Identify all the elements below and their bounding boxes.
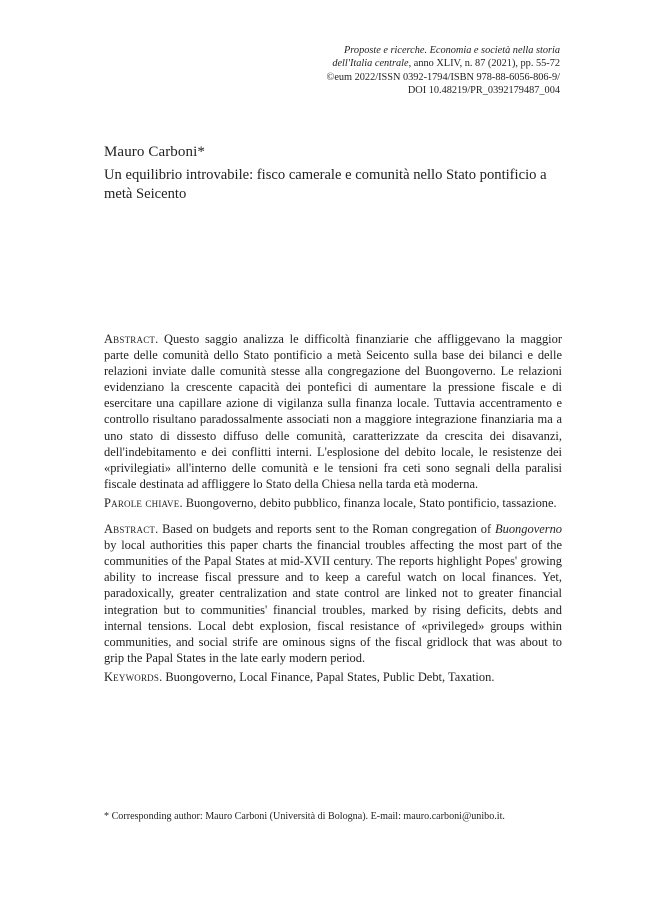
abstract-label: Abstract [104, 332, 156, 346]
abstract-italic-term: Buongoverno [495, 522, 563, 537]
journal-title-italic: dell'Italia centrale [332, 58, 409, 70]
abstract-text: Questo saggio analizza le difficoltà finanziarie che affliggevano la maggior parte delle comunità dello Stato pontificio a metà Seicento sulla base dei bilanci e delle relazioni inviate dalle comunità stesse alla congregazione del Buongoverno. Le relazioni evidenziano la crescente capacità dei pontefici di aumentare la pressione fiscale e di esercitare una capillare azione di vigilanza sulla finanza locale. Tuttavia accentramento e controllo risultano paradossalmente associati non a maggiore integrazione finanziaria ma a uno stato di dissesto diffuso delle comunità, caratterizzate da crescita dei disavanzi, dell'indebitamento e dei conflitti interni. L'esplosione del debito locale, le resistenze dei «privilegiati» all'interno delle comunità e le tensioni fra ceti sono segnali della paralisi fiscale destinata ad affliggere lo Stato della Chiesa nella tarda età moderna. [104, 332, 562, 491]
keywords-text: Buongoverno, Local Finance, Papal States, Public Debt, Taxation. [165, 669, 495, 684]
abstract-italian: Abstract. Questo saggio analizza le difficoltà finanziarie che affliggevano la maggior parte delle comunità dello Stato pontificio a metà Seicento sulla base dei bilanci e delle relazioni inviate dalle comunità stesse alla congregazione del Buongoverno. Le relazioni evidenziano la crescente capacità dei pontefici di aumentare la pressione fiscale e di esercitare una capillare azione di vigilanza sulla finanza locale. Tuttavia accentramento e controllo risultano paradossalmente associati non a maggiore integrazione finanziaria ma a uno stato di dissesto diffuso delle comunità, caratterizzate da crescita dei disavanzi, dell'indebitamento e dei conflitti interni. L'esplosione del debito locale, le resistenze dei «privilegiati» all'interno delle comunità e le tensioni fra ceti sono segnali della paralisi fiscale destinata ad affliggere lo Stato della Chiesa nella tarda età moderna. [104, 332, 562, 491]
abstract-text-start: Based on budgets and reports sent to the Roman congregation of [162, 522, 492, 537]
keywords-label: Keywords [104, 669, 160, 684]
keywords-italian: Parole chiave. Buongoverno, debito pubblico, finanza locale, Stato pontificio, tassazione. [104, 495, 557, 510]
abstract-english: Abstract. Based on budgets and reports sent to the Roman congregation of Buongoverno by local authorities this paper charts the financial troubles affecting the most part of the communities of the Papal States at mid-XVII century. The reports highlight Popes' growing ability to increase fiscal pressure and to keep a careful watch on local finances. Yet, paradoxically, greater centralization and state control are linked not to greater financial integration but to communities' financial troubles, marked by rising deficits, debts and internal tensions. Local debt explosion, fiscal resistance of «privileged» groups within communities, and social strife are ominous signs of the fiscal gridlock that was about to grip the Papal States in the late early modern period. [104, 522, 563, 665]
journal-title-line: Proposte e ricerche. Economia e società nella storia [344, 45, 560, 56]
keywords-english: Keywords. Buongoverno, Local Finance, Papal States, Public Debt, Taxation. [104, 669, 495, 684]
article-title: Un equilibrio introvabile: fisco camerale e comunità nello Stato pontificio a metà Seicento [104, 167, 547, 203]
abstract-section [104, 331, 562, 685]
journal-header [260, 44, 560, 97]
footnote: * Corresponding author: Mauro Carboni (Università di Bologna). E-mail: mauro.carboni@unibo.it. [104, 811, 505, 822]
author-name: Mauro Carboni* [104, 144, 205, 160]
keywords-label: Parole chiave [104, 495, 180, 510]
journal-issue-details: , anno XLIV, n. 87 (2021), pp. 55-72 [408, 58, 560, 70]
doi-line: DOI 10.48219/PR_0392179487_004 [407, 84, 560, 96]
journal-issue-line [260, 57, 560, 70]
abstract-label: Abstract [104, 522, 156, 537]
abstract-text-rest: by local authorities this paper charts the financial troubles affecting the most part of the communities of the Papal States at mid-XVII century. The reports highlight Popes' growing ability to increase fiscal pressure and to keep a careful watch on local finances. Yet, paradoxically, greater centralization and state control are linked not to greater financial integration but to communities' financial troubles, marked by rising deficits, debts and internal tensions. Local debt explosion, fiscal resistance of «privileged» groups within communities, and social strife are ominous signs of the fiscal gridlock that was about to grip the Papal States in the late early modern period. [104, 538, 562, 665]
keywords-text: Buongoverno, debito pubblico, finanza locale, Stato pontificio, tassazione. [185, 495, 557, 510]
copyright-line: ©eum 2022/ISSN 0392-1794/ISBN 978-88-6056-806-9/ [326, 71, 560, 83]
